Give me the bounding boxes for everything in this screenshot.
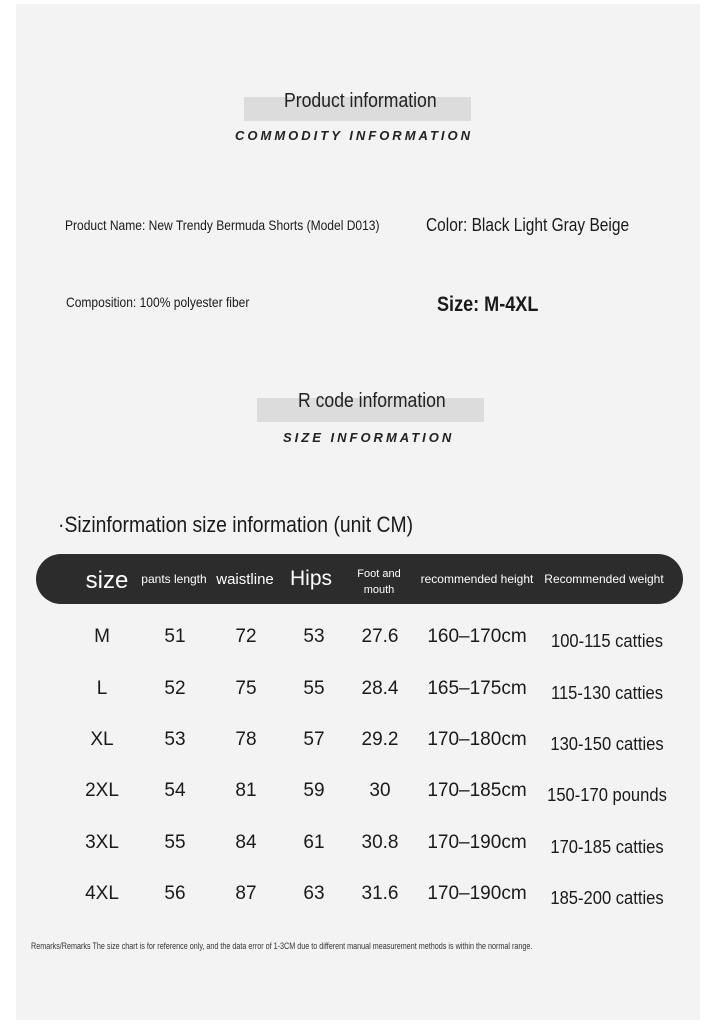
- product-color: Color: Black Light Gray Beige: [426, 215, 630, 235]
- cell-recommended-weight: 130-150 catties: [550, 734, 664, 754]
- header-hips: Hips: [289, 567, 333, 590]
- cell-foot-mouth: 29.2: [361, 729, 399, 750]
- cell-hips: 63: [303, 883, 325, 904]
- cell-hips: 59: [303, 780, 325, 801]
- cell-size: 3XL: [85, 832, 119, 853]
- cell-recommended-weight: 115-130 catties: [550, 683, 664, 703]
- cell-waistline: 81: [235, 780, 257, 801]
- cell-recommended-height: 165–175cm: [427, 678, 527, 699]
- cell-size: 4XL: [85, 883, 119, 904]
- cell-foot-mouth: 30.8: [361, 832, 399, 853]
- cell-waistline: 84: [235, 832, 257, 853]
- cell-pants-length: 52: [164, 678, 186, 699]
- cell-size: 2XL: [85, 780, 119, 801]
- cell-pants-length: 56: [164, 883, 186, 904]
- cell-size: XL: [90, 729, 114, 750]
- cell-recommended-weight: 100-115 catties: [550, 631, 664, 651]
- cell-hips: 55: [303, 678, 325, 699]
- cell-waistline: 87: [235, 883, 257, 904]
- size-heading-title: R code information: [298, 390, 446, 412]
- cell-size: M: [94, 626, 110, 647]
- cell-foot-mouth: 27.6: [361, 626, 399, 647]
- size-table-title: ·Sizinformation size information (unit CM): [58, 512, 414, 537]
- table-row: [0, 678, 716, 718]
- header-recommended-weight: Recommended weight: [544, 572, 664, 586]
- cell-pants-length: 54: [164, 780, 186, 801]
- cell-foot-mouth: 28.4: [361, 678, 399, 699]
- cell-pants-length: 53: [164, 729, 186, 750]
- cell-recommended-weight: 170-185 catties: [550, 837, 664, 857]
- size-table-header: [36, 554, 683, 604]
- table-row: [0, 626, 716, 666]
- cell-pants-length: 51: [164, 626, 186, 647]
- table-row: [0, 883, 716, 923]
- product-heading-subtitle: COMMODITY INFORMATION: [235, 128, 474, 143]
- cell-hips: 61: [303, 832, 325, 853]
- cell-pants-length: 55: [164, 832, 186, 853]
- header-size: size: [85, 567, 129, 594]
- cell-size: L: [96, 678, 108, 699]
- header-recommended-height: recommended height: [420, 572, 534, 586]
- cell-recommended-height: 160–170cm: [427, 626, 527, 647]
- product-name: Product Name: New Trendy Bermuda Shorts (Model D013): [65, 217, 380, 233]
- cell-foot-mouth: 30: [369, 780, 391, 801]
- product-heading-title: Product information: [284, 90, 437, 112]
- cell-hips: 53: [303, 626, 325, 647]
- remarks-note: Remarks/Remarks The size chart is for reference only, and the data error of 1-3CM due to different manual measurement methods is within the normal range.: [31, 941, 533, 951]
- table-row: [0, 729, 716, 769]
- table-row: [0, 832, 716, 872]
- cell-recommended-height: 170–185cm: [427, 780, 527, 801]
- size-heading-subtitle: SIZE INFORMATION: [283, 430, 455, 445]
- header-waistline: waistline: [216, 571, 274, 588]
- header-foot-mouth: Foot and mouth: [357, 568, 401, 596]
- cell-recommended-weight: 185-200 catties: [550, 888, 664, 908]
- cell-recommended-weight: 150-170 pounds: [547, 785, 667, 805]
- cell-recommended-height: 170–190cm: [427, 832, 527, 853]
- table-row: [0, 780, 716, 820]
- product-size-range: Size: M-4XL: [437, 293, 539, 316]
- product-composition: Composition: 100% polyester fiber: [66, 294, 250, 310]
- cell-waistline: 78: [235, 729, 257, 750]
- header-pants-length: pants length: [141, 572, 207, 586]
- cell-recommended-height: 170–190cm: [427, 883, 527, 904]
- cell-foot-mouth: 31.6: [361, 883, 399, 904]
- cell-recommended-height: 170–180cm: [427, 729, 527, 750]
- cell-waistline: 75: [235, 678, 257, 699]
- cell-waistline: 72: [235, 626, 257, 647]
- cell-hips: 57: [303, 729, 325, 750]
